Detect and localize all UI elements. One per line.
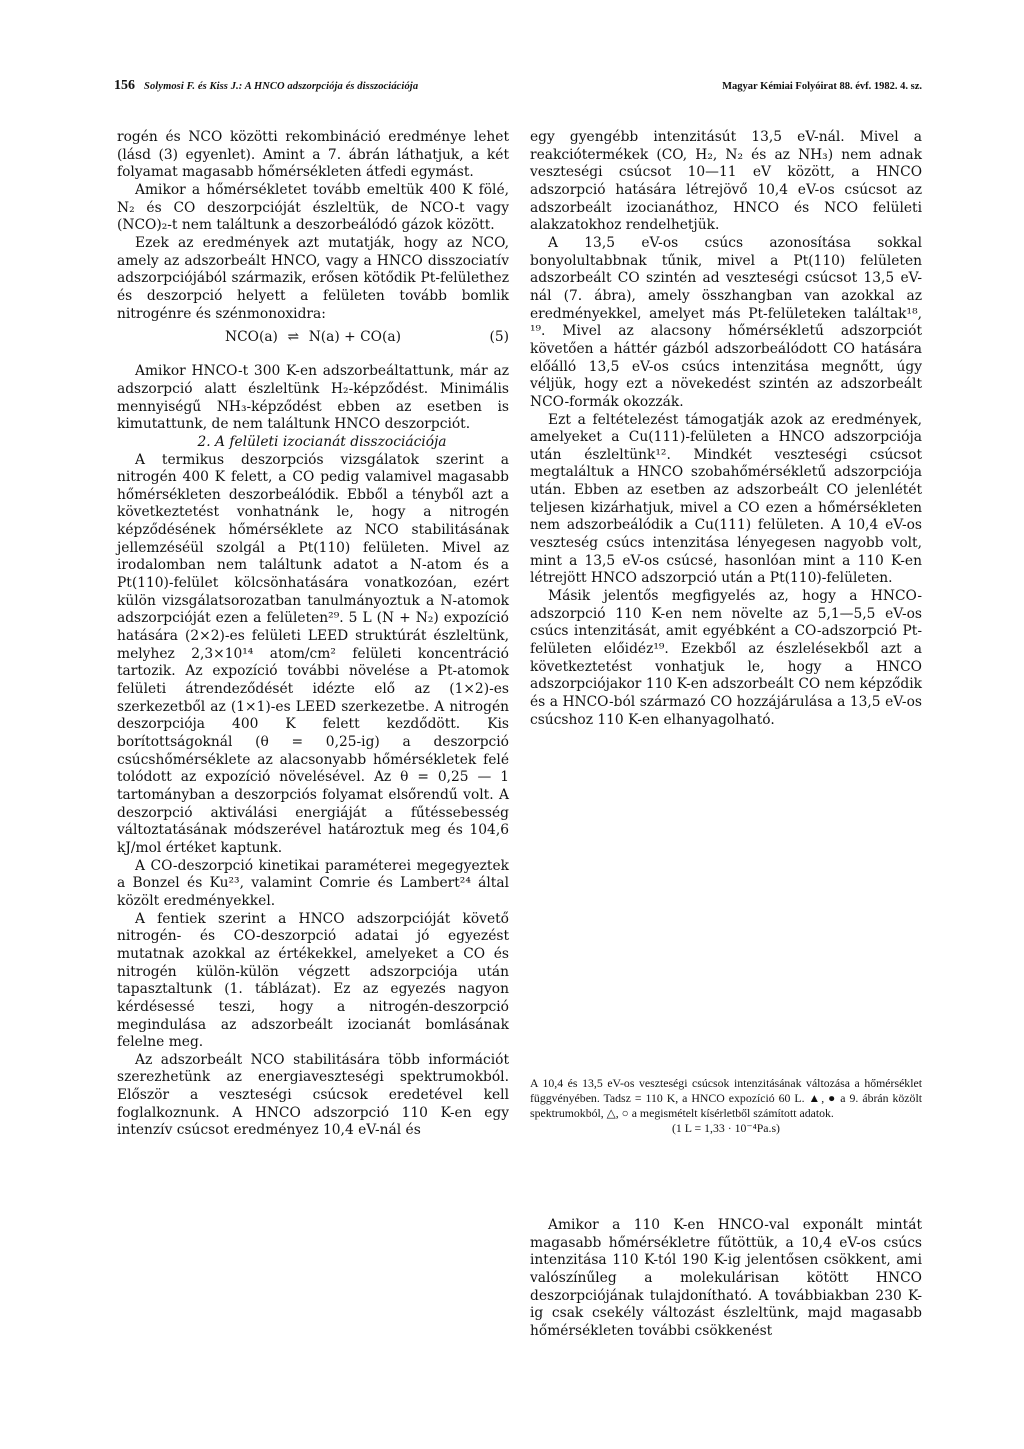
paragraph: Amikor a hőmérsékletet tovább emeltük 400 K fölé, N₂ és CO deszorpcióját észleltük, de NCO-t vagy (NCO)₂-t nem találtunk a deszorbeálódó gázok között. (117, 181, 509, 234)
equation-number: (5) (489, 329, 509, 346)
running-header (114, 78, 922, 98)
page-number: 156 (114, 78, 135, 93)
caption-unit-note: (1 L = 1,33 · 10⁻⁴Pa.s) (672, 1121, 780, 1135)
equilibrium-arrow-icon: ⇌ (287, 329, 300, 346)
header-journal: Magyar Kémiai Folyóirat 88. évf. 1982. 4. sz. (722, 81, 922, 92)
paragraph: A CO-deszorpció kinetikai paraméterei megegyeztek a Bonzel és Ku²³, valamint Comrie és Lambert²⁴ által közölt eredményekkel. (117, 857, 509, 909)
paragraph: egy gyengébb intenzitásút 13,5 eV-nál. Mivel a reakciótermékek (CO, H₂, N₂ és az NH₃) nem adnak veszteségi csúcsot 10—11 eV között, a HNCO adszorpció hatására létrejövő 10,4 eV-os csúcsot az adszorbeált izocianáthoz, HNCO és NCO felületi alakzatokhoz rendelhetjük. (530, 129, 922, 234)
section-title: 2. A felületi izocianát disszociációja (197, 433, 447, 450)
caption-text: A 10,4 és 13,5 eV-os veszteségi csúcsok intenzitásának változása a hőmérséklet függvényében. Tadsz = 110 K, a HNCO expozíció 60 L. ▲, ● a 9. ábrán közölt spektrumokból, △, ○ a megismételt kísérletből számított adatok. (530, 1076, 922, 1120)
right-column (530, 129, 922, 729)
right-column-lower (530, 1217, 922, 1341)
equation-rhs: N(a) + CO(a) (308, 329, 401, 346)
paragraph: rogén és NCO közötti rekombináció eredménye lehet (lásd (3) egyenlet). Amint a 7. ábrán láthatjuk, a két folyamat magasabb hőmérsékleten átfedi egymást. (117, 129, 509, 181)
paragraph: Másik jelentős megfigyelés az, hogy a HNCO-adszorpció 110 K-en nem növelte az 5,1—5,5 eV-os csúcs intenzitását, amit egyébként a CO-adszorpció Pt-felületen előidéz¹⁹. Ezekből az észlelésekből azt a következtetést vonhatjuk le, hogy a HNCO adszorpciójakor 110 K-en adszorbeált CO nem képződik és a HNCO-ból származó CO hozzájárulása a 13,5 eV-os csúcshoz 110 K-en elhanyagolható. (530, 588, 922, 728)
equation-5 (117, 326, 509, 356)
figure-caption (530, 1076, 922, 1136)
paragraph: Az adszorbeált NCO stabilitására több információt szerezhetünk az energiaveszteségi spektrumokból. Először a veszteségi csúcsok eredetével kell foglalkoznunk. A HNCO adszorpció 110 K-en egy intenzív csúcsot eredményez 10,4 eV-nál és (117, 1051, 509, 1139)
equation-formula (225, 329, 401, 347)
paragraph: Amikor HNCO-t 300 K-en adszorbeáltattunk, már az adszorpció alatt észleltünk H₂-képződést. Minimális mennyiségű NH₃-képződést ebben az esetben is kimutattunk, de nem találtunk HNCO deszorpciót. (117, 363, 509, 433)
equation-lhs: NCO(a) (225, 329, 278, 346)
header-authors-title: Solymosi F. és Kiss J.: A HNCO adszorpciója és disszociációja (144, 81, 419, 92)
paragraph: A fentiek szerint a HNCO adszorpcióját követő nitrogén- és CO-deszorpció adatai jó egyezést mutatnak azokkal az értékekkel, amelyeket a CO és nitrogén külön-külön végzett adszorpciója után tapasztaltunk (1. táblázat). Ez az egyezés nagyon kérdésessé teszi, hogy a nitrogén-deszorpció megindulása az adszorbeált izocianát bomlásának felelne meg. (117, 910, 509, 1051)
paragraph: A termikus deszorpciós vizsgálatok szerint a nitrogén 400 K felett, a CO pedig valamivel magasabb hőmérsékleten deszorbeálódik. Ebből a tényből azt a következtetést vonhatnánk le, hogy a nitrogén képződésének hőmérséklete az NCO stabilitásának jellemzéséül szolgál a Pt(110) felületen. Mivel az irodalomban nem találtunk adatot a N-atom és a Pt(110)-felület kölcsönhatására vonatkozóan, ezért külön vizsgálatsorozatban tanulmányoztuk a N-atomok adszorpcióját ezen a felületen²⁹. 5 L (N + N₂) expozíció hatására (2×2)-es felületi LEED struktúrát észleltünk, melyhez 2,3×10¹⁴ atom/cm² felületi koncentráció tartozik. Az expozíció további növelése a Pt-atomok felületi átrendeződését idézte elő az (1×2)-es szerkezetből az (1×1)-es LEED szerkezetbe. A nitrogén deszorpciója 400 K felett kezdődött. Kis borítottságoknál (θ = 0,25-ig) a deszorpció csúcshőmérséklete az alacsonyabb hőmérsékletek felé tolódott az expozíció növelésével. Az θ = 0,25 — 1 tartományban a deszorpciós folyamat elsőrendű volt. A deszorpció aktiválási energiáját a fűtéssebesség változtatásának módszerével határoztuk meg és 104,6 kJ/mol értéket kaptunk. (117, 451, 509, 856)
figure-area-blank (530, 875, 922, 1075)
left-column (117, 129, 509, 1140)
paragraph: Ezek az eredmények azt mutatják, hogy az NCO, amely az adszorbeált HNCO, vagy a HNCO disszociatív adszorpciójából származik, erősen kötődik Pt-felülethez és deszorpció helyett a felületen tovább bomlik nitrogénre és szénmonoxidra: (117, 234, 509, 322)
paragraph: Amikor a 110 K-en HNCO-val exponált mintát magasabb hőmérsékletre fűtöttük, a 10,4 eV-os csúcs intenzitása 110 K-tól 190 K-ig jelentősen csökkent, ami valószínűleg a molekulárisan kötött HNCO deszorpciójának tulajdonítható. A továbbiakban 230 K-ig csak csekély változást észleltünk, majd magasabb hőmérsékleten további csökkenést (530, 1217, 922, 1339)
paragraph: A 13,5 eV-os csúcs azonosítása sokkal bonyolultabbnak tűnik, mivel a Pt(110) felületen adszorbeált CO szintén ad veszteségi csúcsot 13,5 eV-nál (7. ábra), amely összhangban van azokkal az eredményekkel, amelyet más Pt-felületeken találtak¹⁸, ¹⁹. Mivel az alacsony hőmérsékletű adszorpciót követően a háttér gázból adszorbeálódott CO hatására előálló 13,5 eV-os csúcs intenzitása megnőtt, úgy véljük, hogy ezt a növekedést szintén az adszorbeált NCO-formák okozzák. (530, 234, 922, 410)
paragraph: Ezt a feltételezést támogatják azok az eredmények, amelyeket a Cu(111)-felületen a HNCO adszorpciója után észleltünk¹². Mindkét veszteségi csúcsot megtaláltuk a HNCO szobahőmérsékletű adszorpciója után. Ebben az esetben az adszorbeált CO jelenlétét teljesen kizárhatjuk, mivel a CO ezen a hőmérsékleten nem adszorbeálódik a Cu(111) felületen. A 10,4 eV-os veszteség csúcs intenzitása lényegesen nagyobb volt, mint a 13,5 eV-os csúcsé, hasonlóan mint a 110 K-en létrejött HNCO adszorpció után a Pt(110)-felületen. (530, 411, 922, 587)
